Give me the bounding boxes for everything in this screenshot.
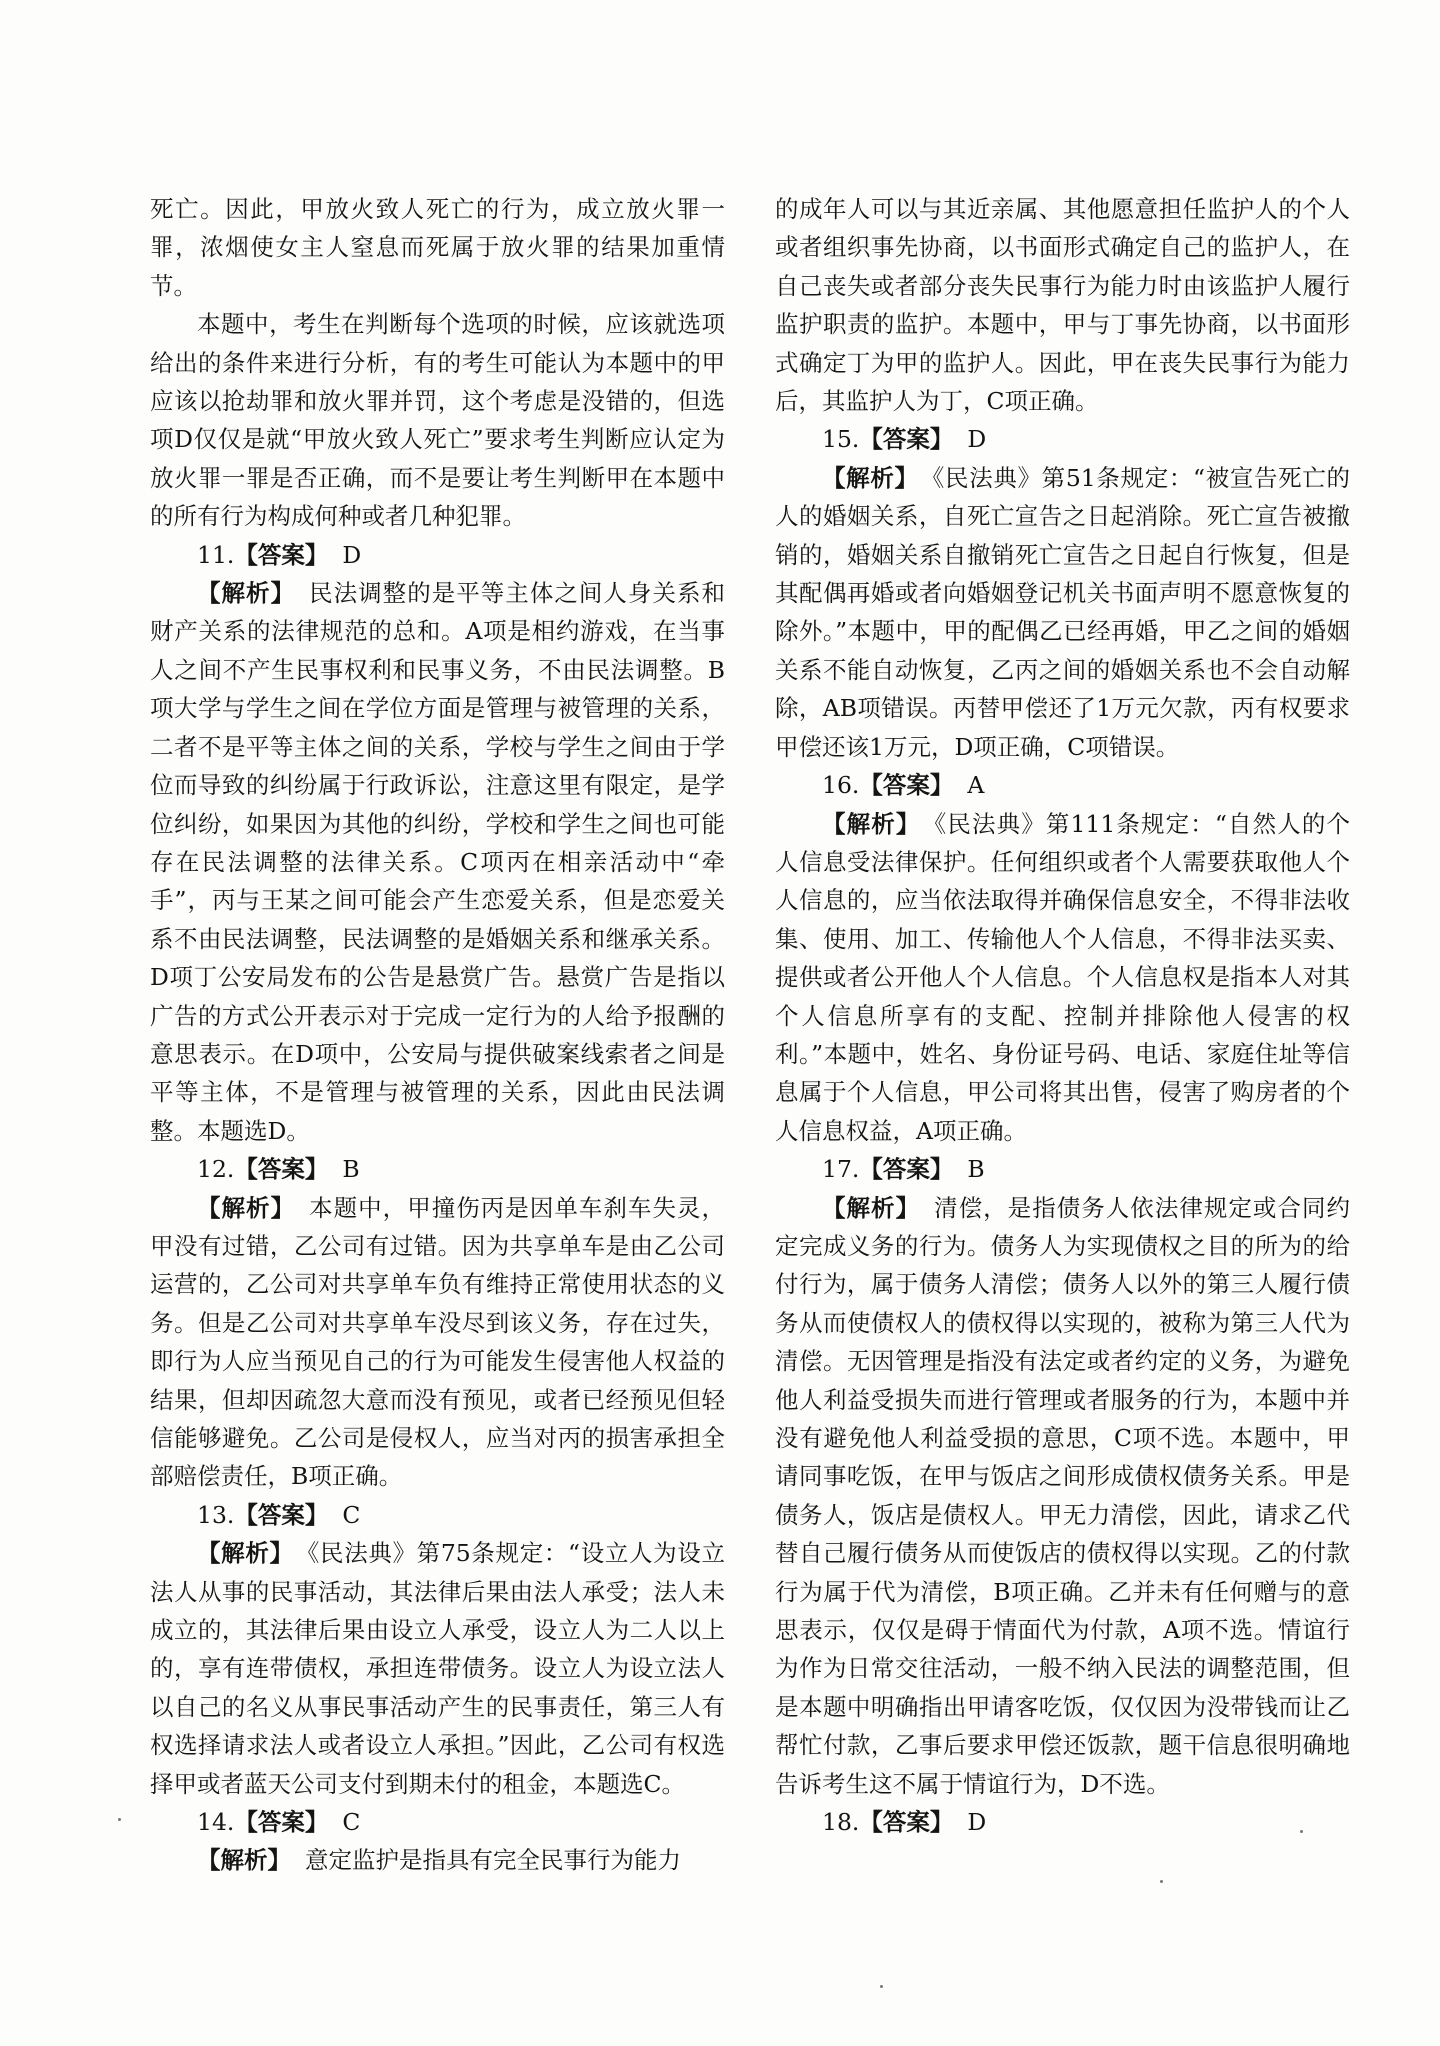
answer-line [150,1150,725,1188]
analysis-paragraph [150,1189,725,1496]
left-column [150,190,725,1880]
answer-letter: B [342,1155,360,1184]
answer-label: 【答案】 [234,1155,329,1184]
answer-letter: A [967,771,985,800]
analysis-text: 清偿，是指债务人依法律规定或合同约定完成义务的行为。债务人为实现债权之目的所为的给付行为，属于债务人清偿；债务人以外的第三人履行债务从而使债权人的债权得以实现的，被称为第三人代为清偿。无因管理是指没有法定或者约定的义务，为避免他人利益受损失而进行管理或者服务的行为，本题中并没有避免他人利益受损的意思，C项不选。本题中，甲请同事吃饭，在甲与饭店之间形成债权债务关系。甲是债务人，饭店是债权人。甲无力清偿，因此，请求乙代替自己履行债务从而使饭店的债权得以实现。乙的付款行为属于代为清偿，B项正确。乙并未有任何赠与的意思表示，仅仅是碍于情面代为付款，A项不选。情谊行为作为日常交往活动，一般不纳入民法的调整范围，但是本题中明确指出甲请客吃饭，仅仅因为没带钱而让乙帮忙付款，乙事后要求甲偿还饭款，题干信息很明确地告诉考生这不属于情谊行为，D不选。 [775,1193,1351,1798]
question-number: 13. [197,1500,235,1529]
analysis-paragraph [775,805,1350,1151]
answer-line [775,1150,1350,1188]
answer-letter: D [967,1808,987,1837]
scan-speck [1300,1830,1303,1833]
analysis-text: 意定监护是指具有完全民事行为能力 [305,1846,681,1875]
analysis-paragraph [775,1189,1350,1804]
analysis-label: 【解析】 [822,463,919,492]
paragraph: 本题中，考生在判断每个选项的时候，应该就选项给出的条件来进行分析，有的考生可能认为本题中的甲应该以抢劫罪和放火罪并罚，这个考虑是没错的，但选项D仅仅是就“甲放火致人死亡”要求考生判断应认定为放火罪一罪是否正确，而不是要让考生判断甲在本题中的所有行为构成何种或者几种犯罪。 [150,310,725,531]
answer-label: 【答案】 [859,771,954,800]
analysis-label: 【解析】 [197,1846,291,1875]
answer-label: 【答案】 [234,1808,329,1837]
analysis-label: 【解析】 [197,1193,296,1222]
analysis-text: 民法调整的是平等主体之间人身关系和财产关系的法律规范的总和。A项是相约游戏，在当事人之间不产生民事权利和民事义务，不由民法调整。B项大学与学生之间在学位方面是管理与被管理的关系，二者不是平等主体之间的关系，学校与学生之间由于学位而导致的纠纷属于行政诉讼，注意这里有限定，是学位纠纷，如果因为其他的纠纷，学校和学生之间也可能存在民法调整的法律关系。C项丙在相亲活动中“牵手”，丙与王某之间可能会产生恋爱关系，但是恋爱关系不由民法调整，民法调整的是婚姻关系和继承关系。D项丁公安局发布的公告是悬赏广告。悬赏广告是指以广告的方式公开表示对于完成一定行为的人给予报酬的意思表示。在D项中，公安局与提供破案线索者之间是平等主体，不是管理与被管理的关系，因此由民法调整。本题选D。 [150,579,726,1145]
paragraph: 的成年人可以与其近亲属、其他愿意担任监护人的个人或者组织事先协商，以书面形式确定自己的监护人，在自己丧失或者部分丧失民事行为能力时由该监护人履行监护职责的监护。本题中，甲与丁事先协商，以书面形式确定丁为甲的监护人。因此，甲在丧失民事行为能力后，其监护人为丁，C项正确。 [775,195,1350,416]
scan-speck [1160,1880,1163,1883]
answer-letter: D [967,425,987,454]
analysis-label: 【解析】 [197,579,296,608]
analysis-paragraph [150,574,725,1150]
answer-line [150,1496,725,1534]
question-number: 14. [197,1808,235,1837]
analysis-paragraph [150,1534,725,1803]
answer-label: 【答案】 [859,425,954,454]
question-number: 12. [197,1155,235,1184]
answer-line [775,1803,1350,1841]
analysis-label: 【解析】 [822,1193,921,1222]
question-number: 11. [197,540,235,569]
answer-label: 【答案】 [859,1155,954,1184]
analysis-paragraph [150,1841,725,1879]
scan-speck [118,1818,121,1821]
answer-letter: B [967,1155,985,1184]
paragraph: 死亡。因此，甲放火致人死亡的行为，成立放火罪一罪，浓烟使女主人窒息而死属于放火罪的结果加重情节。 [150,195,725,300]
question-number: 16. [822,771,860,800]
answer-line [150,1803,725,1841]
analysis-text: 《民法典》第111条规定：“自然人的个人信息受法律保护。任何组织或者个人需要获取他人个人信息的，应当依法取得并确保信息安全，不得非法收集、使用、加工、传输他人个人信息，不得非法买卖、提供或者公开他人个人信息。个人信息权是指本人对其个人信息所享有的支配、控制并排除他人侵害的权利。”本题中，姓名、身份证号码、电话、家庭住址等信息属于个人信息，甲公司将其出售，侵害了购房者的个人信息权益，A项正确。 [775,809,1351,1145]
answer-line [150,536,725,574]
analysis-text: 《民法典》第51条规定：“被宣告死亡的人的婚姻关系，自死亡宣告之日起消除。死亡宣告被撤销的，婚姻关系自撤销死亡宣告之日起自行恢复，但是其配偶再婚或者向婚姻登记机关书面声明不愿意恢复的除外。”本题中，甲的配偶乙已经再婚，甲乙之间的婚姻关系不能自动恢复，乙丙之间的婚姻关系也不会自动解除，AB项错误。丙替甲偿还了1万元欠款，丙有权要求甲偿还该1万元，D项正确，C项错误。 [775,463,1351,761]
question-number: 17. [822,1155,860,1184]
answer-line [775,420,1350,458]
scan-speck [880,1985,883,1988]
question-number: 15. [822,425,860,454]
answer-letter: C [342,1500,361,1529]
right-column [775,190,1350,1841]
analysis-text: 本题中，甲撞伤丙是因单车刹车失灵，甲没有过错，乙公司有过错。因为共享单车是由乙公司运营的，乙公司对共享单车负有维持正常使用状态的义务。但是乙公司对共享单车没尽到该义务，存在过失，即行为人应当预见自己的行为可能发生侵害他人权益的结果，但却因疏忽大意而没有预见，或者已经预见但轻信能够避免。乙公司是侵权人，应当对丙的损害承担全部赔偿责任，B项正确。 [150,1193,726,1491]
answer-letter: D [342,540,362,569]
answer-letter: C [342,1808,361,1837]
answer-line [775,766,1350,804]
answer-label: 【答案】 [234,540,329,569]
analysis-text: 《民法典》第75条规定：“设立人为设立法人从事的民事活动，其法律后果由法人承受；法人未成立的，其法律后果由设立人承受，设立人为二人以上的，享有连带债权，承担连带债务。设立人为设立法人以自己的名义从事民事活动产生的民事责任，第三人有权选择请求法人或者设立人承担。”因此，乙公司有权选择甲或者蓝天公司支付到期未付的租金，本题选C。 [150,1539,726,1798]
answer-label: 【答案】 [859,1808,954,1837]
analysis-label: 【解析】 [197,1539,294,1568]
answer-label: 【答案】 [234,1500,329,1529]
analysis-label: 【解析】 [822,809,921,838]
question-number: 18. [822,1808,860,1837]
analysis-paragraph [775,459,1350,766]
